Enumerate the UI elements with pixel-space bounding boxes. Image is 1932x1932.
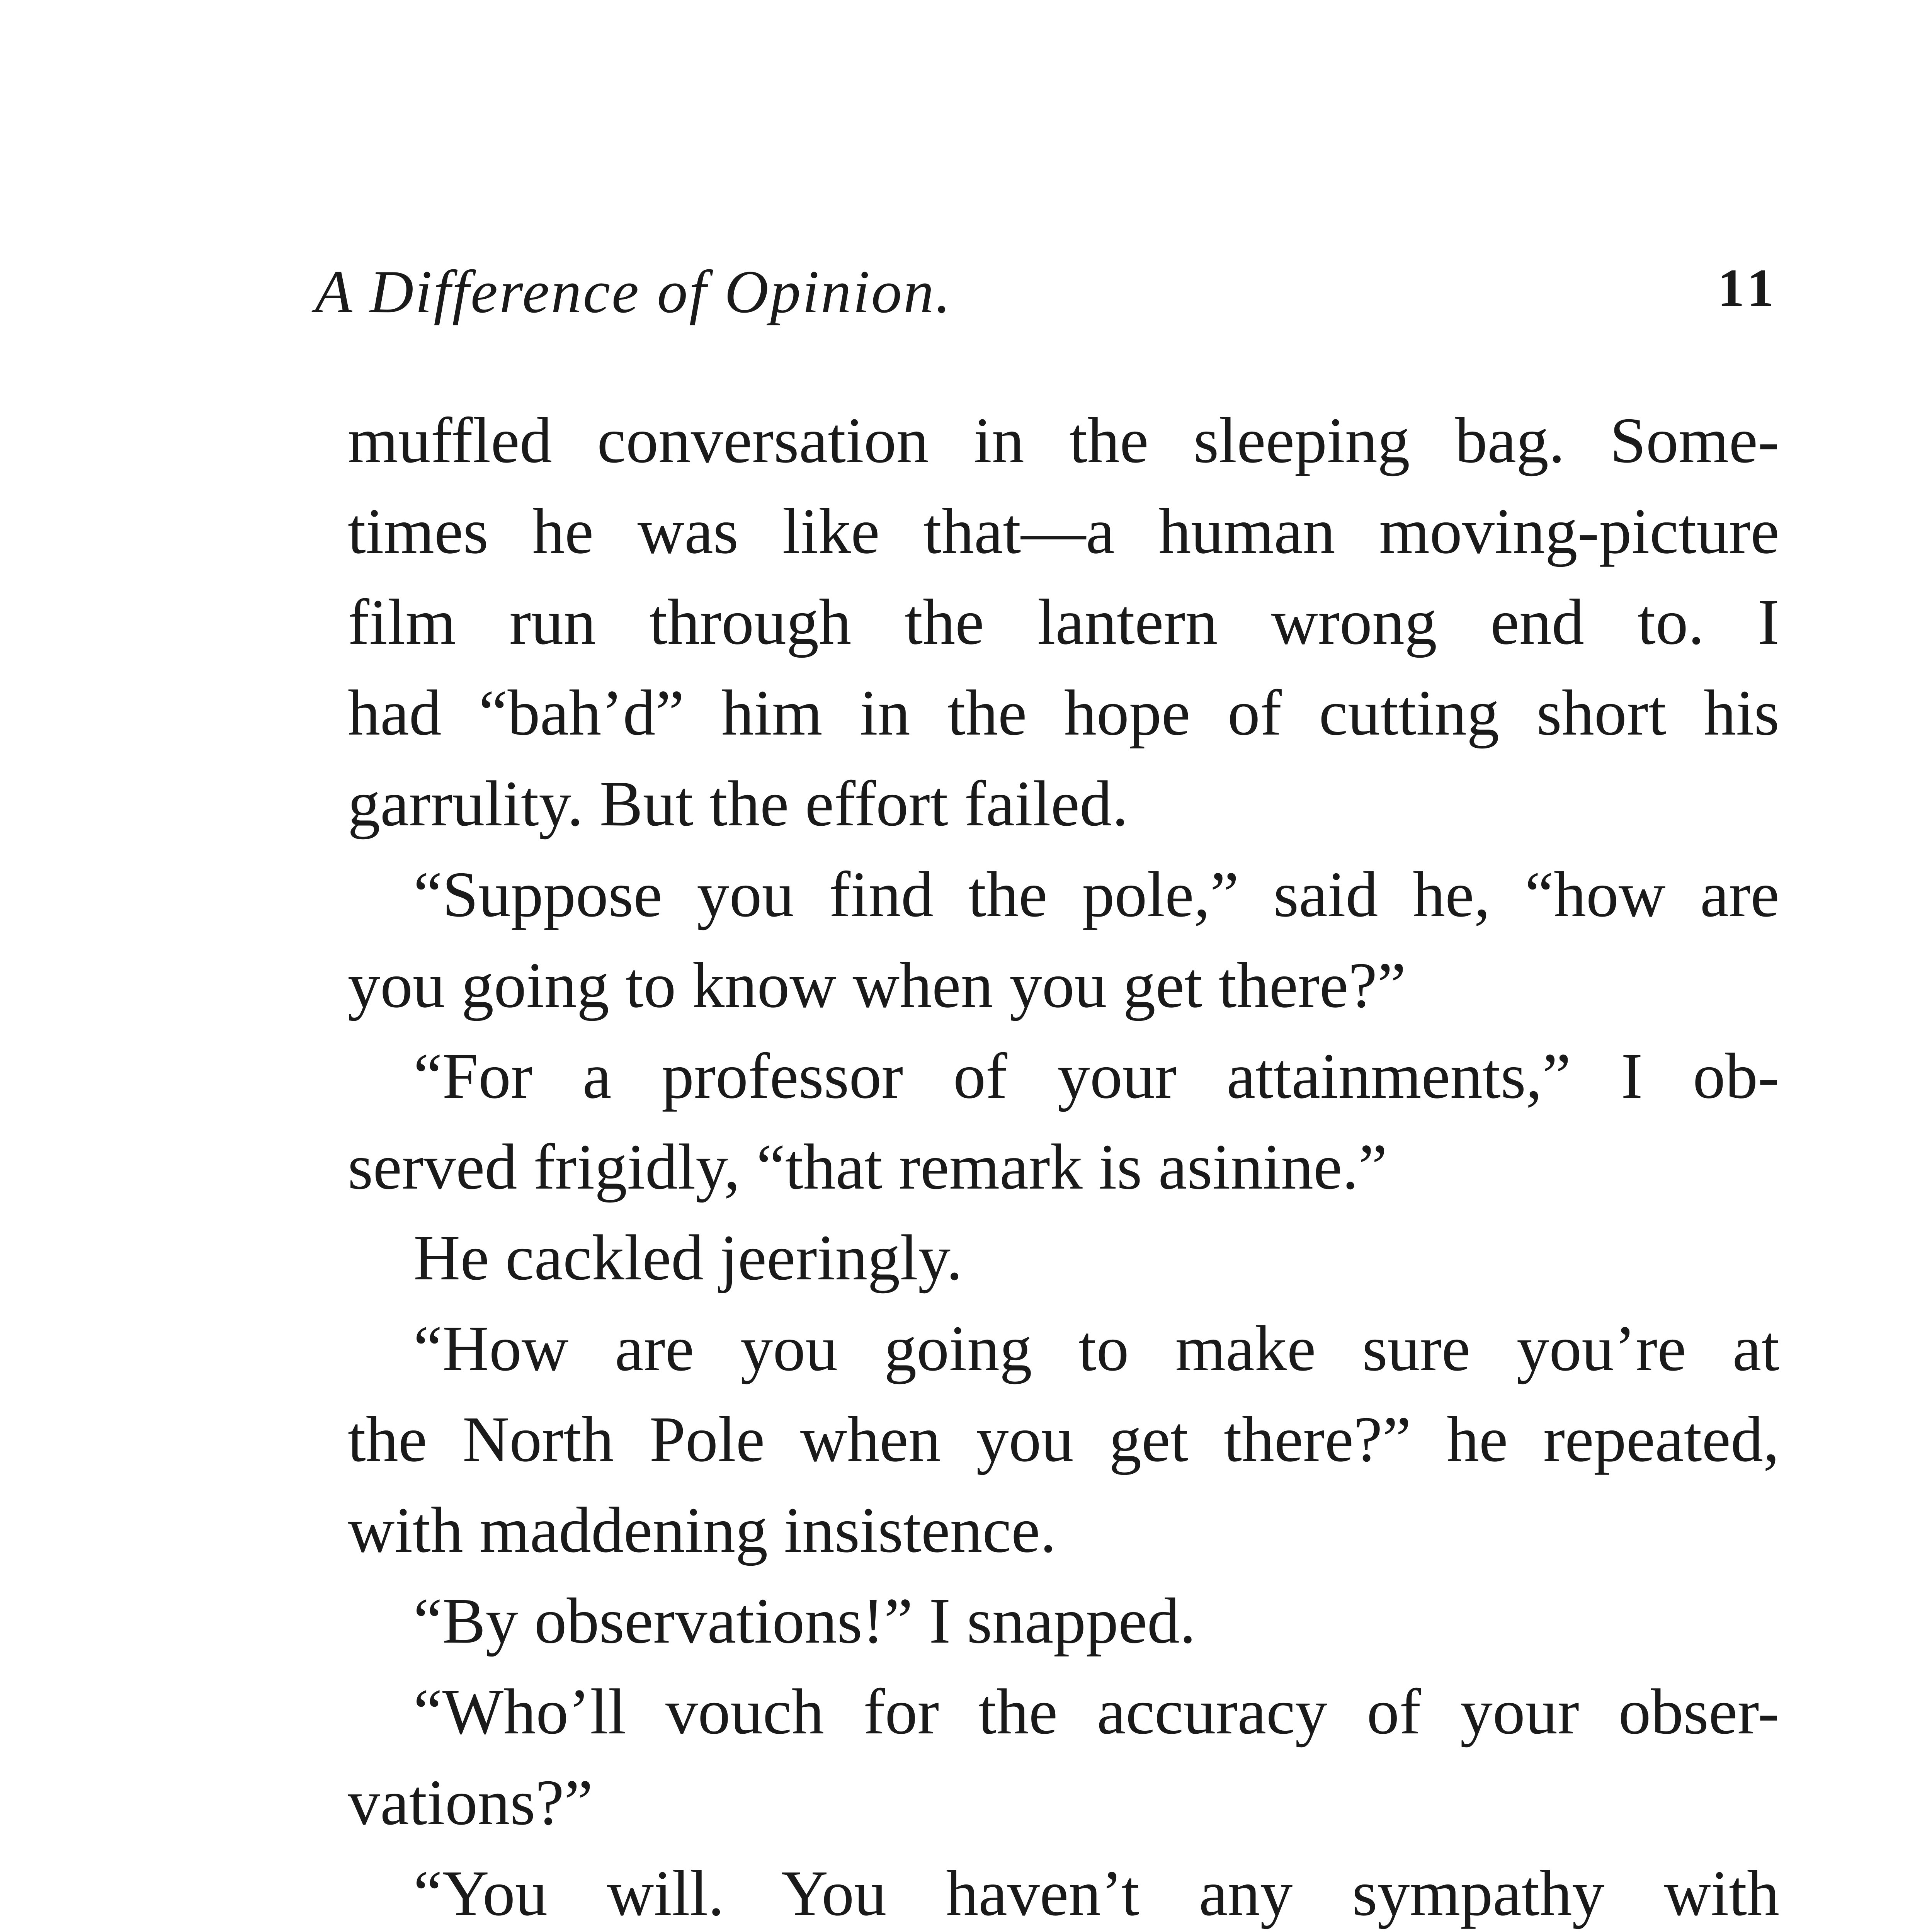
text-line: film run through the lantern wrong end to. I	[348, 586, 1779, 658]
text-line: served frigidly, “that remark is asinine.”	[348, 1131, 1388, 1203]
text-line: “Who’ll vouch for the accuracy of your obser-	[413, 1676, 1779, 1748]
text-line: vations?”	[348, 1767, 593, 1838]
text-line: had “bah’d” him in the hope of cutting short his	[348, 677, 1779, 749]
text-line: “You will. You haven’t any sympathy with	[413, 1857, 1779, 1929]
running-title: A Difference of Opinion.	[315, 258, 952, 326]
text-line: He cackled jeeringly.	[413, 1222, 963, 1294]
text-line: times he was like that—a human moving-picture	[348, 495, 1779, 567]
running-head	[315, 257, 1779, 342]
text-line: “By observations!” I snapped.	[413, 1585, 1196, 1657]
page-number: 11	[1717, 258, 1779, 318]
text-line: “How are you going to make sure you’re at	[413, 1313, 1779, 1384]
text-line: “Suppose you find the pole,” said he, “how are	[413, 859, 1779, 930]
text-line: with maddening insistence.	[348, 1494, 1056, 1566]
text-line: muffled conversation in the sleeping bag. Some-	[348, 405, 1779, 476]
text-line: the North Pole when you get there?” he repeated,	[348, 1403, 1779, 1475]
text-line: garrulity. But the effort failed.	[348, 768, 1129, 840]
text-line: you going to know when you get there?”	[348, 949, 1406, 1021]
text-line: “For a professor of your attainments,” I ob-	[413, 1040, 1779, 1112]
